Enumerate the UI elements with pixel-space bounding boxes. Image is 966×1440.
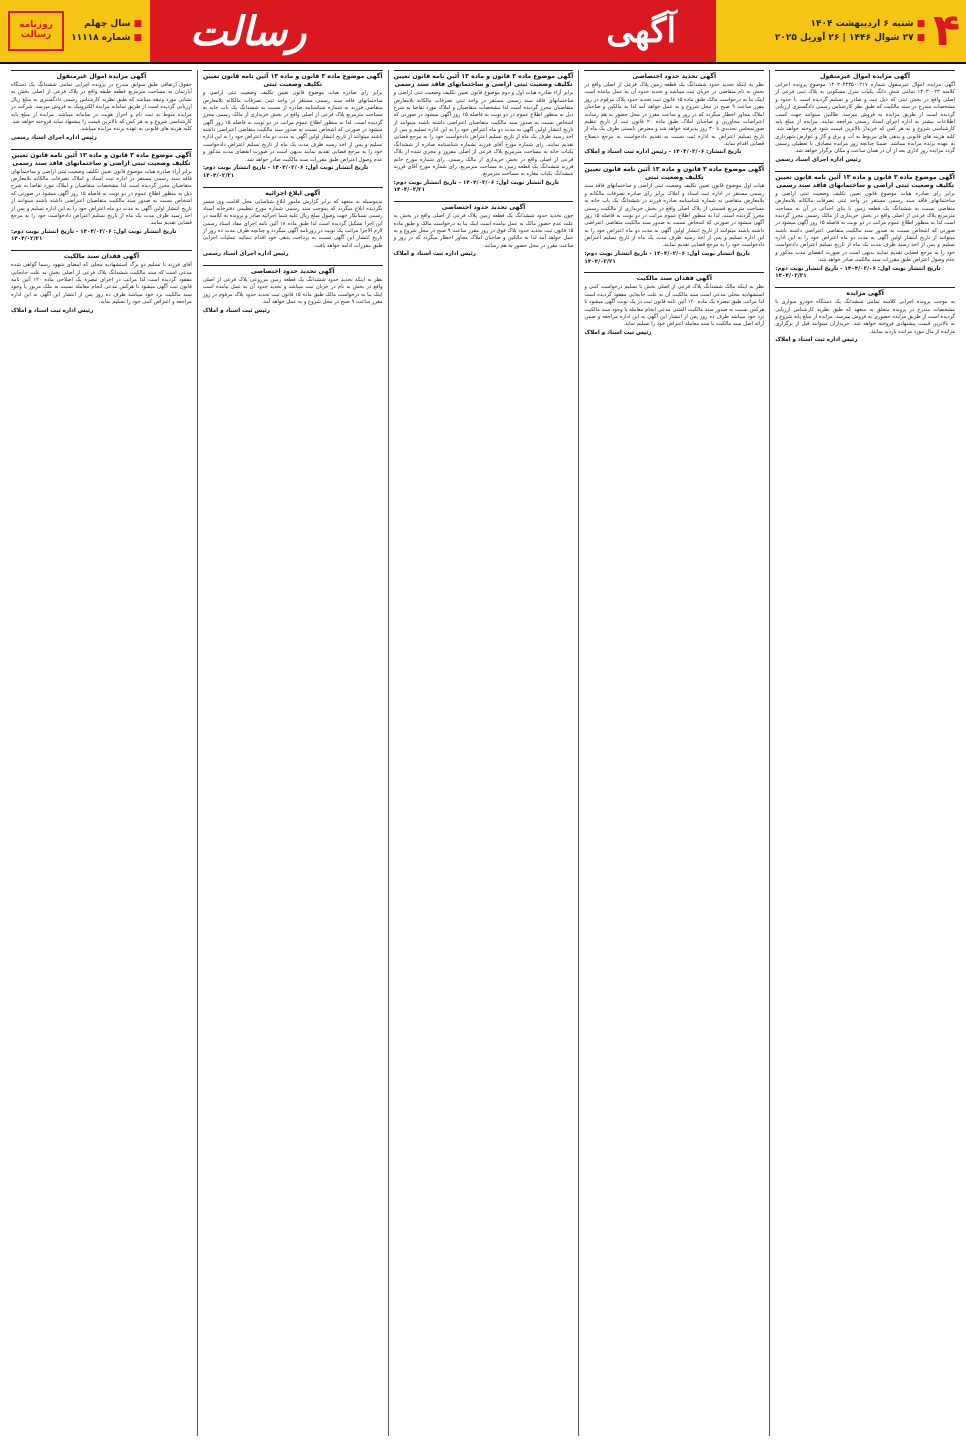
notice-sign: رئیس اداره اجرای اسناد رسمی bbox=[11, 134, 97, 141]
section-title: آگهی bbox=[606, 11, 676, 51]
notice-sign: تاریخ انتشار: ۱۴۰۴/۰۲/۰۶ - رئیس اداره ثبت اسناد و املاک bbox=[584, 149, 742, 156]
date-line-persian: ■شنبه ۶ اردیبهشت ۱۴۰۴ bbox=[810, 19, 926, 29]
notice-sign: تاریخ انتشار نوبت اول: ۱۴۰۴/۰۲/۰۶ - تاریخ انتشار نوبت دوم: ۱۴۰۴/۰۲/۲۱ bbox=[202, 164, 369, 179]
issue-lines bbox=[71, 19, 142, 43]
notice-sign: تاریخ انتشار نوبت اول: ۱۴۰۴/۰۲/۰۶ - تاریخ انتشار نوبت دوم: ۱۴۰۴/۰۲/۲۱ bbox=[393, 179, 560, 194]
column-3 bbox=[388, 70, 579, 1436]
notice-sign: تاریخ انتشار نوبت اول: ۱۴۰۴/۰۲/۰۶ - تاریخ انتشار نوبت دوم: ۱۴۰۴/۰۲/۲۱ bbox=[775, 265, 941, 280]
date-lines bbox=[775, 19, 925, 43]
notice bbox=[11, 149, 192, 245]
notice-title: آگهی موضوع ماده ۳ قانون و ماده ۱۳ آئین نامه قانون تعیین تکلیف وضعیت ثبتی bbox=[203, 70, 383, 89]
notice-sign: رئیس اداره اجرای اسناد رسمی bbox=[202, 251, 289, 258]
notice-body: نظر به اینکه تحدید حدود ششدانگ یک قطعه زمین مزروعی پلاک فرعی از اصلی واقع در بخش به نام در جریان ثبت میباشد و تحدید حدود آن به عمل نیامده است اینک بنا به درخواست مالک طبق ماده ۱۵ قانون ثبت تحدید حدود پلاک مرقوم در روز مقرر ساعت ۹ صبح در محل شروع و به عمل خواهد آمد. bbox=[202, 277, 383, 306]
ads-columns bbox=[6, 70, 960, 1436]
notice bbox=[584, 272, 764, 337]
notice-body: آگهی مزایده اموال غیرمنقول شماره ۱۴۰۳۰۴۴۳۵۰۰۲۱۷ موضوع پرونده اجرایی کلاسه ۱۴۰۳۰۰۲۳ تمامی شش دانگ یکباب منزل مسکونی به پلاک ثبتی فرعی از اصلی واقع در بخش ثبتی که ذیل ثبت و صادر و تسلیم گردیده است با حدود و مشخصات مندرج در سند مالکیت که طبق نظر کارشناس رسمی دادگستری ارزیابی گردیده است از طریق مزایده به فروش میرسد. طالبین میتوانند جهت کسب اطلاعات بیشتر به اداره اجرای اسناد رسمی مراجعه نمایند. مزایده از مبلغ پایه کارشناسی شروع و به هر کس که خریدار بالاترین قیمت شود فروخته خواهد شد. کلیه هزینه های قانونی و بدهی های مربوط به آب و برق و گاز و عوارض شهرداری به عهده برنده مزایده میباشد. ضمنا چنانچه روز مزایده مصادف با تعطیلی رسمی گردد مزایده روز اداری بعد از آن در همان ساعت و مکان برگزار خواهد شد. bbox=[775, 82, 956, 155]
notice bbox=[394, 70, 574, 195]
notice bbox=[394, 201, 574, 259]
notice-title: آگهی تحدید حدود اختصاصی bbox=[394, 201, 574, 212]
notice-title: آگهی مزایده bbox=[775, 287, 955, 298]
notice-title: آگهی موضوع ماده ۳ قانون و ماده ۱۳ آئین نامه قانون تعیین تکلیف وضعیت ثبتی اراضی و ساختمانهای فاقد سند رسمی bbox=[394, 70, 574, 89]
column-4 bbox=[197, 70, 388, 1436]
notice-title: آگهی تحدید حدود اختصاصی bbox=[584, 70, 764, 81]
notice-body: به موجب پرونده اجرایی کلاسه تمامی ششدانگ یک دستگاه خودرو سواری با مشخصات مندرج در پرونده متعلق به متعهد که طبق نظریه کارشناس ارزیابی گردیده است از طریق مزایده حضوری به فروش میرسد. مزایده از مبلغ پایه شروع و به بالاترین قیمت پیشنهادی فروخته خواهد شد. خریداران میتوانند قبل از برگزاری مزایده از مال مورد مزایده بازدید نمایند. bbox=[775, 299, 955, 335]
notice-title: آگهی تحدید حدود اختصاصی bbox=[203, 265, 383, 276]
notice bbox=[584, 70, 764, 157]
year-label: ■سال چهلم bbox=[84, 19, 142, 29]
notice-body: چون تحدید حدود ششدانگ یک قطعه زمین پلاک فرعی از اصلی واقع در بخش به علت عدم حضور مالک به عمل نیامده است اینک بنا به درخواست مالک و طبق ماده ۱۵ قانون ثبت تحدید حدود پلاک فوق در روز مقرر ساعت ۹ صبح در محل شروع و به عمل خواهد آمد لذا به مالکین و صاحبان املاک مجاور اخطار میگردد که در روز و ساعت مقرر در محل حضور به هم رسانند. bbox=[393, 213, 574, 249]
notice-body: برابر آراء صادره هیات اول و دوم موضوع قانون تعیین تکلیف وضعیت ثبتی اراضی و ساختمانهای فاقد سند رسمی مستقر در واحد ثبتی تصرفات مالکانه بلامعارض متقاضیان محرز گردیده است لذا مشخصات متقاضیان و املاک مورد تقاضا به شرح ذیل به منظور اطلاع عموم در دو نوبت به فاصله ۱۵ روز آگهی میشود در صورتی که اشخاص نسبت به صدور سند مالکیت متقاضیان اعتراضی داشته باشند میتوانند از تاریخ انتشار اولین آگهی به مدت دو ماه اعتراض خود را به این اداره تسلیم و پس از اخذ رسید ظرف یک ماه از تاریخ تسلیم اعتراض دادخواست خود را به مرجع قضایی تقدیم نمایند. رای شماره مورخ آقای فرزند بشماره شناسنامه صادره از ششدانگ یکباب خانه به مساحت مترمربع پلاک فرعی از اصلی مفروز و مجزی شده از پلاک فرعی از اصلی واقع در بخش خریداری از مالک رسمی. رای شماره مورخ خانم فرزند ششدانگ یک قطعه زمین به مساحت مترمربع. رای شماره مورخ آقای فرزند ششدانگ یکباب مغازه به مساحت مترمربع. bbox=[393, 90, 574, 178]
notice bbox=[11, 70, 192, 143]
date-line-hijri-gregorian: ■۲۷ شوال ۱۴۴۶ | ۲۶ آوریل ۲۰۲۵ bbox=[774, 33, 926, 43]
column-5 bbox=[6, 70, 197, 1436]
notice-sign: رئیس اداره ثبت اسناد و املاک bbox=[393, 251, 476, 258]
notice-body: حقوق ارتفاقی طبق سوابق مندرج در پرونده اجرایی تمامی ششدانگ یک دستگاه آپارتمان به مساحت مترمربع قطعه طبقه واقع در پلاک فرعی از اصلی بخش به نشانی مورد وثیقه میباشد که طبق نظریه کارشناس رسمی دادگستری به مبلغ ریال ارزیابی گردیده است از طریق سامانه مزایده الکترونیک به فروش میرسد. شرکت در مزایده منوط به ثبت نام و احراز هویت در سامانه میباشد. مزایده از مبلغ پایه کارشناسی شروع و به هر کس که بالاترین قیمت را پیشنهاد نماید فروخته خواهد شد. کلیه هزینه های قانونی به عهده برنده مزایده میباشد. bbox=[11, 82, 192, 133]
notice-title: آگهی موضوع ماده ۳ قانون و ماده ۱۳ آئین نامه قانون تعیین تکلیف وضعیت ثبتی اراضی و ساختمانهای فاقد سند رسمی bbox=[11, 149, 192, 168]
page-number: ۴ bbox=[933, 5, 960, 56]
notice-sign: رئیس ثبت اسناد و املاک bbox=[584, 329, 652, 336]
newspaper-logo: رسالت bbox=[190, 7, 307, 55]
notice bbox=[775, 287, 955, 345]
header-title-band bbox=[150, 0, 716, 62]
notice-body: نظر به اینکه تحدید حدود ششدانگ یک قطعه زمین پلاک فرعی از اصلی واقع در بخش به نام متقاضی در جریان ثبت میباشد و تحدید حدود آن به عمل نیامده است اینک بنا به درخواست مالک طبق ماده ۱۵ قانون ثبت تحدید حدود پلاک مرقوم در روز مقرر ساعت ۹ صبح در محل شروع و به عمل خواهد آمد لذا به مالکین و صاحبان املاک مجاور اخطار میگردد که در روز و ساعت مقرر در محل حضور به هم رسانند اعتراضات مجاورین و صاحبان املاک طبق ماده ۲۰ قانون ثبت از تاریخ تنظیم صورتمجلس تحدیدی تا ۳۰ روز پذیرفته خواهد شد و معترض بایستی ظرف یک ماه از تاریخ تسلیم اعتراض به اداره ثبت نسبت به تقدیم دادخواست به مرجع ذیصلاح قضایی اقدام نماید. bbox=[584, 82, 765, 148]
notice bbox=[203, 70, 383, 181]
notice bbox=[775, 70, 955, 165]
notice-title: آگهی مزایده اموال غیرمنقول bbox=[775, 70, 955, 81]
column-1 bbox=[769, 70, 960, 1436]
notice bbox=[203, 265, 383, 315]
notice-body: نظر به اینکه مالک ششدانگ پلاک فرعی از اصلی بخش با تسلیم درخواست کتبی و استشهادیه محلی مدعی است سند مالکیت آن به علت جابجایی مفقود گردیده است لذا مراتب طبق تبصره یک ماده ۱۲۰ آئین نامه قانون ثبت در یک نوبت آگهی میشود تا هرکس نسبت به صدور سند مالکیت المثنی مدعی انجام معامله یا وجود سند مالکیت نزد خود میباشد ظرف ده روز پس از انتشار این آگهی به این اداره مراجعه و ضمن ارائه اصل سند مالکیت یا سند معامله اعتراض خود را تسلیم نماید. bbox=[584, 284, 765, 328]
notice-sign: رئیس اداره ثبت اسناد و املاک bbox=[775, 337, 858, 344]
page-header bbox=[0, 0, 966, 64]
notice-sign: رئیس اداره ثبت اسناد و املاک bbox=[11, 307, 94, 314]
notice-title: آگهی فقدان سند مالکیت bbox=[584, 272, 764, 283]
header-issue-block bbox=[0, 0, 150, 62]
notice-title: آگهی مزایده اموال غیرمنقول bbox=[11, 70, 192, 81]
notice-body: هیات اول موضوع قانون تعیین تکلیف وضعیت ثبتی اراضی و ساختمانهای فاقد سند رسمی مستقر در اداره ثبت اسناد و املاک برابر رای صادره تصرفات مالکانه و بلامعارض متقاضی به شماره شناسنامه صادره فرزند در ششدانگ یک باب خانه به مساحت مترمربع قسمتی از پلاک اصلی واقع در بخش خریداری از مالکیت رسمی محرز گردیده است. لذا به منظور اطلاع عموم مراتب در دو نوبت به فاصله ۱۵ روز آگهی میشود در صورتی که اشخاص نسبت به صدور سند مالکیت متقاضی اعتراضی داشته باشند میتوانند از تاریخ انتشار اولین آگهی به مدت دو ماه اعتراض خود را به این اداره تسلیم و پس از اخذ رسید ظرف مدت یک ماه از تاریخ تسلیم اعتراض دادخواست خود را به مرجع قضایی تقدیم نمایند. bbox=[584, 183, 765, 249]
notice-body: آقای فرزند با تسلیم دو برگ استشهادیه محلی که امضای شهود رسما گواهی شده مدعی است که سند مالکیت ششدانگ پلاک فرعی از اصلی بخش به علت جابجایی مفقود گردیده است لذا مراتب در اجرای تبصره یک اصلاحی ماده ۱۲۰ آئین نامه قانون ثبت آگهی میشود تا هرکس مدعی انجام معامله نسبت به ملک مزبور یا وجود سند مالکیت نزد خود میباشد ظرف ده روز پس از انتشار این آگهی به این اداره مراجعه و اعتراض کتبی خود را تسلیم نماید. bbox=[11, 262, 192, 306]
notice-body: بدینوسیله به متعهد که برابر گزارش مامور ابلاغ شناسایی محل اقامت وی میسر نگردیده ابلاغ میگردد که بموجب سند رسمی شماره مورخ تنظیمی دفترخانه اسناد رسمی بستانکار جهت وصول مبلغ ریال علیه شما اجرائیه صادر و پرونده به کلاسه در این اجرا تشکیل گردیده است لذا طبق ماده ۱۸ آئین نامه اجرای مفاد اسناد رسمی لازم الاجرا مراتب یک نوبت در روزنامه آگهی میگردد و چنانچه ظرف مدت ده روز از تاریخ انتشار این آگهی نسبت به پرداخت بدهی خود اقدام ننمائید عملیات اجرایی طبق مقررات ادامه خواهد یافت. bbox=[202, 198, 383, 249]
notice-sign: تاریخ انتشار نوبت اول: ۱۴۰۴/۰۲/۰۶ - تاریخ انتشار نوبت دوم: ۱۴۰۴/۰۲/۲۱ bbox=[11, 228, 177, 243]
notice bbox=[203, 187, 383, 260]
mini-newspaper-logo: روزنامه رسالت bbox=[8, 11, 64, 51]
notice bbox=[775, 171, 955, 282]
notice-title: آگهی ابلاغ اجرائیه bbox=[203, 187, 383, 198]
notice-sign: تاریخ انتشار نوبت اول: ۱۴۰۴/۰۲/۰۶ - تاریخ انتشار نوبت دوم: ۱۴۰۴/۰۲/۲۱ bbox=[584, 250, 750, 265]
issue-label: ■شماره ۱۱۱۱۸ bbox=[71, 33, 142, 43]
header-date-block bbox=[716, 0, 966, 62]
notice-body: برابر آراء صادره هیات موضوع قانون تعیین تکلیف وضعیت ثبتی اراضی و ساختمانهای فاقد سند رسمی مستقر در اداره ثبت اسناد و املاک تصرفات مالکانه بلامعارض متقاضیان محرز گردیده است لذا مشخصات متقاضیان و املاک مورد تقاضا به شرح ذیل به منظور اطلاع عموم در دو نوبت به فاصله ۱۵ روز آگهی میشود در صورتی که اشخاص نسبت به صدور سند مالکیت متقاضیان اعتراضی داشته باشند میتوانند از تاریخ انتشار اولین آگهی به مدت دو ماه اعتراض خود را به این اداره تسلیم و پس از اخذ رسید ظرف مدت یک ماه از تاریخ تسلیم اعتراض دادخواست خود را به مرجع قضایی تقدیم نمایند. bbox=[11, 168, 192, 227]
notice-title: آگهی موضوع ماده ۳ قانون و ماده ۱۳ آئین نامه قانون تعیین تکلیف وضعیت ثبتی bbox=[584, 163, 764, 182]
notice bbox=[584, 163, 764, 266]
notice-title: آگهی فقدان سند مالکیت bbox=[11, 250, 192, 261]
column-2 bbox=[578, 70, 769, 1436]
notice-body: برابر رای صادره هیات موضوع قانون تعیین تکلیف وضعیت ثبتی اراضی و ساختمانهای فاقد سند رسمی مستقر در واحد ثبتی تصرفات مالکانه بلامعارض متقاضی نسبت به ششدانگ یک قطعه زمین با بنای احداثی در آن به مساحت مترمربع پلاک فرعی از اصلی واقع در بخش خریداری از مالک رسمی محرز گردیده است لذا به منظور اطلاع عموم مراتب در دو نوبت به فاصله ۱۵ روز آگهی میشود در صورتی که اشخاص نسبت به صدور سند مالکیت متقاضی اعتراضی داشته باشند میتوانند از تاریخ انتشار اولین آگهی به مدت دو ماه اعتراض خود را به این اداره تسلیم و پس از اخذ رسید ظرف مدت یک ماه از تاریخ تسلیم اعتراض دادخواست خود را به مرجع قضایی تقدیم نمایند بدیهی است در صورت انقضای مدت مذکور و عدم وصول اعتراض طبق مقررات سند مالکیت صادر خواهد شد. bbox=[775, 190, 955, 264]
notice-sign: رئیس ثبت اسناد و املاک bbox=[202, 307, 270, 314]
notice bbox=[11, 250, 192, 315]
notice-title: آگهی موضوع ماده ۳ قانون و ماده ۱۳ آئین نامه قانون تعیین تکلیف وضعیت ثبتی اراضی و ساختمانهای فاقد سند رسمی bbox=[775, 171, 955, 190]
notice-body: برابر رای صادره هیات موضوع قانون تعیین تکلیف وضعیت ثبتی اراضی و ساختمانهای فاقد سند رسمی مستقر در واحد ثبتی تصرفات مالکانه بلامعارض متقاضی فرزند به شماره شناسنامه صادره از نسبت به ششدانگ یک باب خانه به مساحت مترمربع پلاک فرعی از اصلی واقع در بخش خریداری از مالک رسمی محرز گردیده است. لذا به منظور اطلاع عموم مراتب در دو نوبت به فاصله ۱۵ روز آگهی میشود در صورتی که اشخاص نسبت به صدور سند مالکیت متقاضی اعتراضی داشته باشند میتوانند از تاریخ انتشار اولین آگهی به مدت دو ماه اعتراض خود را به این اداره تسلیم و پس از اخذ رسید ظرف مدت یک ماه از تاریخ تسلیم اعتراض دادخواست خود را به مرجع قضایی تقدیم نمایند بدیهی است در صورت انقضای مدت مذکور و عدم وصول اعتراض طبق مقررات سند مالکیت صادر خواهد شد. bbox=[202, 90, 383, 163]
notice-sign: رئیس اداره اجرای اسناد رسمی bbox=[775, 156, 862, 163]
